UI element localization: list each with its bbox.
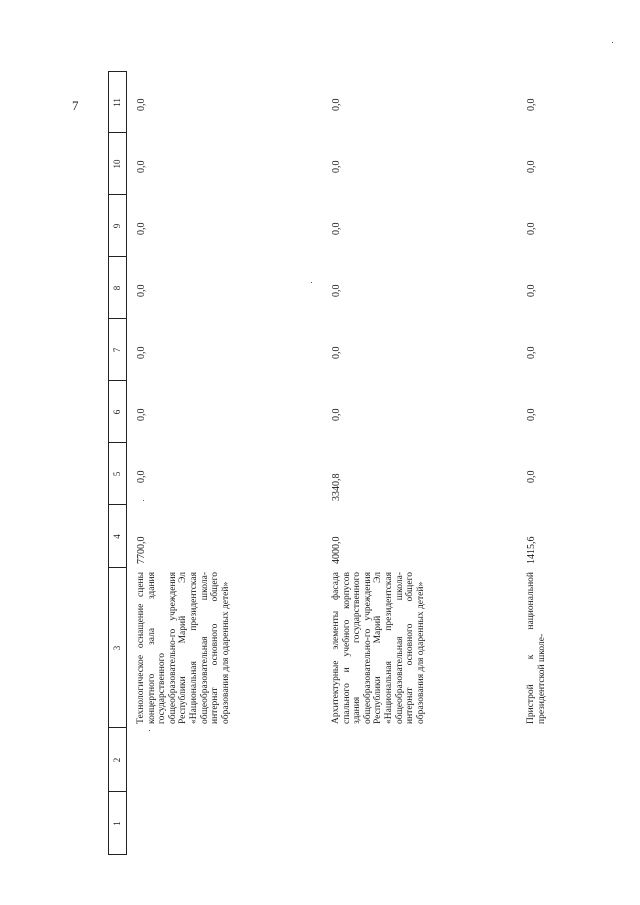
row-value: 0,0 xyxy=(331,222,342,235)
row-value: 0,0 xyxy=(526,346,537,359)
row-value: 0,0 xyxy=(526,284,537,297)
row-value: 0,0 xyxy=(331,160,342,173)
row-value: 0,0 xyxy=(331,98,342,111)
column-header: 3 xyxy=(112,645,122,651)
column-header: 10 xyxy=(112,159,122,169)
row-value: 0,0 xyxy=(331,346,342,359)
column-header: 5 xyxy=(112,471,122,477)
row-value: 0,0 xyxy=(331,284,342,297)
row-value: 1415,6 xyxy=(526,536,537,564)
row-value: 0,0 xyxy=(136,284,147,297)
row-value: 3340,8 xyxy=(331,473,342,501)
scan-speck xyxy=(612,42,613,43)
column-header: 6 xyxy=(112,409,122,415)
row-value: 0,0 xyxy=(526,222,537,235)
column-header: 11 xyxy=(112,98,122,107)
column-header: 2 xyxy=(112,757,122,763)
column-header: 7 xyxy=(112,347,122,353)
row-value: 4000,0 xyxy=(331,536,342,564)
scan-speck xyxy=(311,282,312,283)
row-value: 0,0 xyxy=(136,470,147,483)
row-value: 0,0 xyxy=(526,408,537,421)
row-value: 0,0 xyxy=(526,470,537,483)
header-bottom-rule xyxy=(126,71,127,855)
row-value: 0,0 xyxy=(136,346,147,359)
row-value: 0,0 xyxy=(136,160,147,173)
row-value: 0,0 xyxy=(136,222,147,235)
column-header: 8 xyxy=(112,285,122,291)
row-value: 0,0 xyxy=(526,160,537,173)
row-value: 0,0 xyxy=(136,408,147,421)
row-value: 7700,0 xyxy=(136,536,147,564)
row-description: Архитектурные элементы фасада спального и учебного корпусов здания государственного общеобразовательно-го учреждения Республики Марий Эл «Национальная президентская общеобразовательная школа-интернат основного общего образования для одаренных детей» xyxy=(331,572,426,724)
row-value: 0,0 xyxy=(331,408,342,421)
column-header: 9 xyxy=(112,223,122,229)
column-header: 4 xyxy=(112,534,122,539)
column-header: 1 xyxy=(112,821,122,826)
row-description: Пристрой к национальной президентской школе- xyxy=(526,572,547,724)
row-description: Технологическое оснащение сцены концертного зала здания государственного общеобразовательно-го учреждения Республики Марий Эл «Национальная президентская общеобразовательная школа-интернат основного общего образования для одаренных детей» xyxy=(136,572,231,724)
row-value: 0,0 xyxy=(526,98,537,111)
table-top-rule xyxy=(108,71,109,855)
rotated-table xyxy=(108,71,568,855)
scan-speck xyxy=(143,500,144,501)
row-value: 0,0 xyxy=(136,98,147,111)
page-number: 7 xyxy=(72,98,79,113)
scan-speck xyxy=(149,730,150,731)
